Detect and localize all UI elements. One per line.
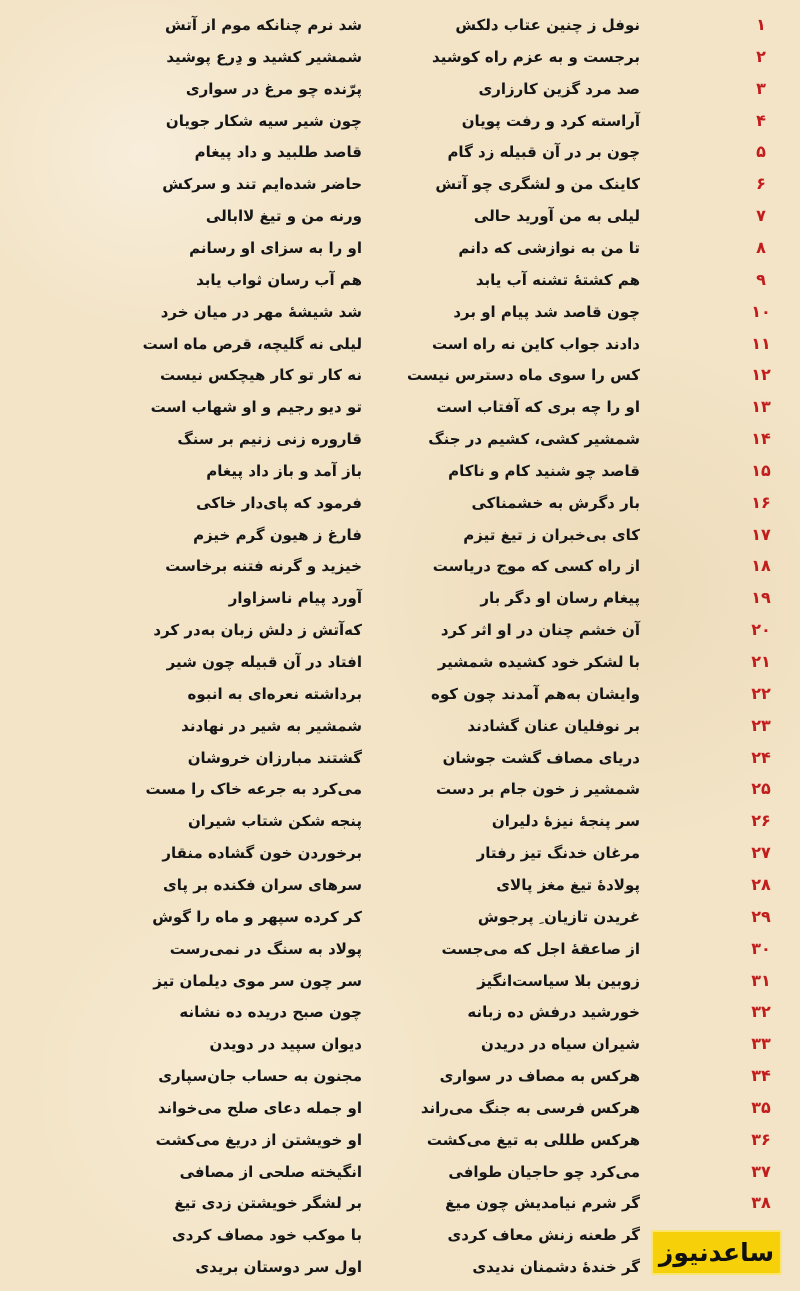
second-hemistich: برخوردن خون گشاده منقار: [162, 844, 362, 863]
verse-row: [0, 168, 800, 200]
second-hemistich: شمشیر کشید و دِرع پوشید: [166, 47, 362, 66]
verse-row: [0, 423, 800, 455]
verse-row: [0, 232, 800, 264]
second-hemistich: دیوان سپید در دویدن: [209, 1035, 362, 1054]
verse-number: ۳۴: [751, 1066, 771, 1086]
first-hemistich: چون بر در آن قبیله زد گام: [447, 143, 640, 162]
second-hemistich: ورنه من و تیغ لاابالی: [205, 207, 362, 226]
first-hemistich: قاصد چو شنید کام و ناکام: [448, 461, 640, 480]
verse-number: ۸: [756, 237, 766, 257]
first-hemistich: می‌کرد چو حاجیان طوافی: [448, 1162, 640, 1181]
verse-number: ۲۲: [751, 683, 771, 703]
first-hemistich: مرغان خدنگ تیز رفتار: [476, 844, 640, 863]
second-hemistich: شد نرم چنانکه موم از آتش: [165, 16, 362, 34]
site-logo: [651, 1230, 782, 1275]
second-hemistich: برداشته نعره‌ای به انبوه: [187, 684, 362, 703]
first-hemistich: گر طعنه زنش معاف کردی: [447, 1226, 640, 1245]
second-hemistich: انگیخته صلحی از مصافی: [179, 1162, 362, 1181]
verse-row: [0, 73, 800, 105]
verse-row: [0, 710, 800, 742]
verse-row: [0, 1156, 800, 1188]
first-hemistich: دریای مصاف گشت جوشان: [442, 748, 640, 767]
first-hemistich: شیران سیاه در دریدن: [481, 1035, 640, 1054]
verse-number: ۱۰: [751, 301, 771, 321]
verse-row: [0, 105, 800, 137]
verse-number: ۲۳: [751, 715, 771, 735]
verse-number: ۲۰: [751, 620, 771, 640]
second-hemistich: او خویشتن از دریغ می‌کشت: [155, 1130, 362, 1149]
first-hemistich: نوفل ز چنین عتاب دلکش: [455, 16, 640, 34]
verse-row: [0, 359, 800, 391]
verse-row: [0, 837, 800, 869]
second-hemistich: شمشیر به شیر در نهادند: [181, 716, 362, 735]
second-hemistich: سر چون سر موی دیلمان تیز: [153, 971, 362, 990]
first-hemistich: از صاعقهٔ اجل که می‌جست: [441, 939, 640, 958]
second-hemistich: چون شیر سیه شکار جویان: [165, 111, 362, 130]
verse-number: ۲۵: [751, 779, 771, 799]
verse-row: [0, 1060, 800, 1092]
second-hemistich: که‌آتش ز دلش زبان به‌در کرد: [153, 621, 362, 640]
first-hemistich: هرکس طللی به تیغ می‌کشت: [426, 1130, 640, 1149]
first-hemistich: کاینک من و لشگری چو آتش: [435, 175, 640, 194]
verse-row: [0, 933, 800, 965]
first-hemistich: چون قاصد شد پیام او برد: [453, 302, 640, 321]
first-hemistich: دادند جواب کاین نه راه است: [432, 334, 640, 353]
first-hemistich: پولادهٔ تیغ مغز پالای: [496, 875, 640, 894]
verse-row: [0, 328, 800, 360]
verse-row: [0, 519, 800, 551]
verse-number: ۱۵: [751, 460, 771, 480]
verse-row: [0, 646, 800, 678]
second-hemistich: باز آمد و باز داد پیغام: [206, 461, 362, 480]
second-hemistich: فارغ ز هیون گرم خیزم: [193, 525, 362, 544]
second-hemistich: افتاد در آن قبیله چون شیر: [166, 653, 362, 671]
first-hemistich: هرکس به مصاف در سواری: [439, 1067, 640, 1086]
second-hemistich: نه کار تو کار هیچکس نیست: [159, 366, 362, 385]
verse-number: ۱۱: [751, 333, 771, 353]
first-hemistich: غریدن تازیان ِ پرجوش: [477, 907, 640, 926]
verse-number: ۱۸: [751, 556, 771, 576]
verse-row: [0, 41, 800, 73]
verse-number: ۱۷: [751, 524, 771, 544]
verse-row: [0, 391, 800, 423]
verse-row: [0, 1187, 800, 1219]
verse-number: ۷: [756, 206, 766, 226]
first-hemistich: از راه کسی که موج دریاست: [432, 557, 640, 576]
verse-number: ۳۳: [751, 1034, 771, 1054]
second-hemistich: اول سر دوستان بریدی: [195, 1258, 362, 1277]
first-hemistich: لیلی به من آورید حالی: [473, 207, 640, 226]
verse-row: [0, 455, 800, 487]
first-hemistich: کای بی‌خبران ز تیغ تیزم: [463, 525, 640, 544]
first-hemistich: صد مرد گزین کارزاری: [478, 79, 640, 98]
second-hemistich: لیلی نه گلیچه، قرص ماه است: [142, 334, 362, 353]
second-hemistich: قاروره زنی زنیم بر سنگ: [177, 430, 362, 449]
verse-number: ۳۰: [751, 938, 771, 958]
second-hemistich: مجنون به حساب جان‌سپاری: [158, 1067, 362, 1086]
second-hemistich: او جمله دعای صلح می‌خواند: [157, 1098, 362, 1117]
second-hemistich: پنجه شکن شتاب شیران: [187, 812, 362, 831]
second-hemistich: پولاد به سنگ در نمی‌رست: [169, 939, 362, 958]
first-hemistich: هرکس فرسی به جنگ می‌راند: [420, 1098, 640, 1117]
first-hemistich: آن خشم چنان در او اثر کرد: [440, 621, 640, 640]
verse-number: ۴: [756, 110, 766, 130]
first-hemistich: کس را سوی ماه دسترس نیست: [407, 366, 640, 385]
first-hemistich: شمشیر ز خون جام بر دست: [435, 780, 640, 799]
verse-number: ۲۴: [751, 747, 771, 767]
verse-row: [0, 1124, 800, 1156]
second-hemistich: گشتند مبارزان خروشان: [187, 748, 362, 767]
verse-number: ۳۲: [751, 1002, 771, 1022]
second-hemistich: شد شیشهٔ مهر در میان خرد: [160, 302, 362, 321]
verse-number: ۲۷: [751, 843, 771, 863]
verse-row: [0, 200, 800, 232]
second-hemistich: او را به سزای او رسانم: [189, 238, 362, 257]
verse-row: [0, 742, 800, 774]
verse-number: ۲۹: [751, 906, 771, 926]
second-hemistich: قاصد طلبید و داد پیغام: [194, 143, 362, 162]
second-hemistich: می‌کرد به جرعه خاک را مست: [145, 780, 362, 799]
verse-number: ۱۲: [751, 365, 771, 385]
verse-number: ۲۶: [751, 811, 771, 831]
first-hemistich: شمشیر کشی، کشیم در جنگ: [428, 430, 640, 449]
first-hemistich: وایشان به‌هم آمدند چون کوه: [431, 684, 640, 703]
first-hemistich: گر خندهٔ دشمنان ندیدی: [472, 1258, 640, 1277]
first-hemistich: زوبین بلا سیاست‌انگیز: [477, 971, 640, 990]
verse-row: [0, 678, 800, 710]
second-hemistich: فرمود که پای‌دار خاکی: [196, 493, 362, 512]
verse-number: ۳۵: [751, 1097, 771, 1117]
verse-row: [0, 965, 800, 997]
first-hemistich: پیغام رسان او دگر بار: [480, 589, 640, 608]
first-hemistich: گر شرم نیامدیش چون میغ: [445, 1194, 640, 1213]
first-hemistich: او را چه بری که آفتاب است: [436, 398, 640, 417]
verse-number: ۲۱: [751, 652, 771, 671]
verse-number: ۱: [756, 15, 766, 34]
second-hemistich: بر لشگر خویشتن زدی تیغ: [174, 1194, 362, 1213]
first-hemistich: برجست و به عزم راه کوشید: [432, 47, 640, 66]
first-hemistich: با لشکر خود کشیده شمشیر: [437, 653, 640, 671]
second-hemistich: چون صبح دریده ده نشانه: [179, 1003, 362, 1022]
second-hemistich: خیزید و گرنه فتنه برخاست: [165, 557, 362, 576]
verse-number: ۲: [756, 46, 766, 66]
verse-number: ۶: [756, 174, 766, 194]
verse-row: [0, 9, 800, 41]
second-hemistich: هم آب رسان ثواب یابد: [196, 270, 362, 289]
verse-row: [0, 582, 800, 614]
verse-number: ۳۸: [751, 1193, 771, 1213]
second-hemistich: با موکب خود مصاف کردی: [172, 1226, 362, 1245]
verse-row: [0, 614, 800, 646]
verse-number: ۳۷: [751, 1161, 771, 1181]
verse-number: ۱۶: [751, 492, 771, 512]
first-hemistich: هم کشتهٔ تشنه آب یابد: [475, 270, 640, 289]
verse-row: [0, 773, 800, 805]
verse-row: [0, 550, 800, 582]
verse-row: [0, 264, 800, 296]
verse-number: ۳۶: [751, 1129, 771, 1149]
second-hemistich: پرّنده چو مرغ در سواری: [185, 79, 362, 98]
verse-row: [0, 487, 800, 519]
first-hemistich: سر پنجهٔ نیزهٔ دلیران: [491, 812, 640, 831]
first-hemistich: خورشید درفش ده زبانه: [467, 1003, 640, 1022]
logo-text: ساعدنیوز: [658, 1238, 775, 1267]
verse-row: [0, 1028, 800, 1060]
verse-row: [0, 1092, 800, 1124]
first-hemistich: بر نوفلیان عنان گشادند: [467, 716, 640, 735]
verse-row: [0, 996, 800, 1028]
verse-number: ۲۸: [751, 874, 771, 894]
second-hemistich: آورد پیام ناسزاوار: [228, 589, 362, 608]
verse-number: ۱۹: [751, 588, 771, 608]
verse-number: ۹: [756, 269, 766, 289]
verse-row: [0, 136, 800, 168]
verse-row: [0, 901, 800, 933]
second-hemistich: کر کرده سپهر و ماه را گوش: [152, 907, 362, 926]
first-hemistich: تا من به نوازشی که دانم: [458, 238, 640, 257]
verse-row: [0, 869, 800, 901]
second-hemistich: سرهای سران فکنده بر پای: [163, 875, 362, 894]
verse-number: ۱۳: [751, 397, 771, 417]
first-hemistich: آراسته کرد و رفت پویان: [461, 111, 640, 130]
verse-number: ۱۴: [751, 429, 771, 449]
verse-row: [0, 805, 800, 837]
verse-number: ۵: [756, 142, 766, 162]
first-hemistich: بار دگرش به خشمناکی: [471, 493, 640, 512]
second-hemistich: حاضر شده‌ایم تند و سرکش: [162, 175, 362, 194]
verse-number: ۳۱: [751, 970, 771, 990]
verse-row: [0, 296, 800, 328]
second-hemistich: تو دیو رجیم و او شهاب است: [150, 398, 362, 417]
verse-number: ۳: [756, 78, 766, 98]
